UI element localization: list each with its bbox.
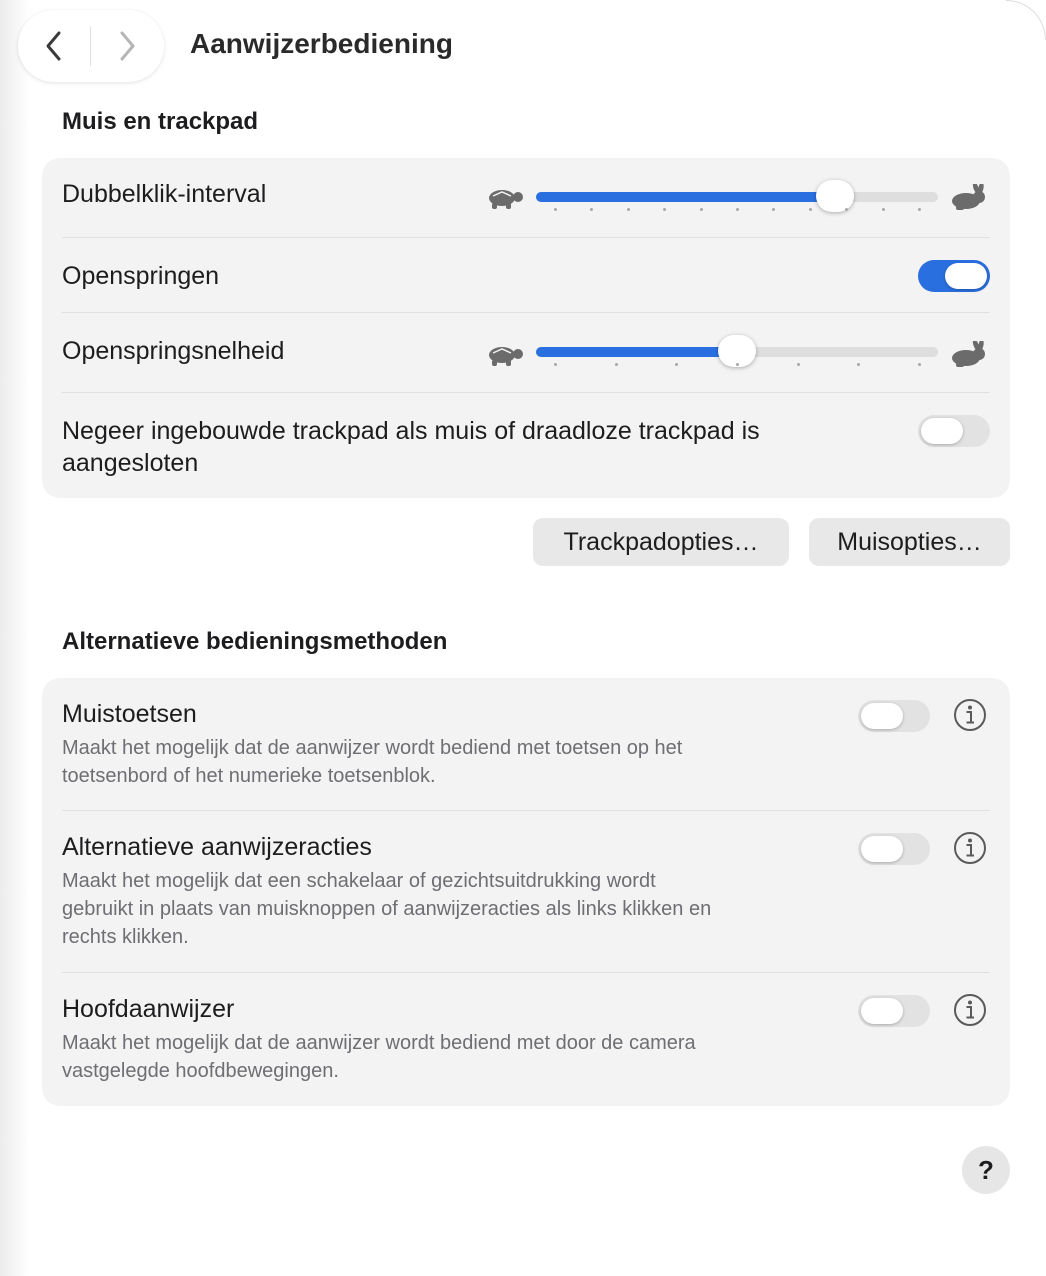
slider-tick [845, 208, 848, 211]
alternative-pointer-actions-row [62, 811, 990, 971]
slider-tick [857, 363, 860, 366]
mouse-options-button[interactable]: Muisopties… [809, 518, 1010, 566]
info-icon[interactable] [952, 992, 988, 1028]
ignore-trackpad-toggle[interactable] [918, 415, 990, 447]
slider-tick [797, 363, 800, 366]
toggle-knob [921, 418, 963, 444]
page-title: Aanwijzerbediening [190, 28, 453, 59]
slider-tick [882, 208, 885, 211]
navigation-controls [18, 10, 164, 82]
slider-tick [615, 363, 618, 366]
description-line: gebruikt in plaats van muisknoppen of aanwijzeracties als links klikken en [62, 898, 712, 920]
description-line: Maakt het mogelijk dat de aanwijzer wordt bediend met door de camera [62, 1032, 696, 1054]
description-line: vastgelegde hoofdbewegingen. [62, 1060, 339, 1082]
description-line: Maakt het mogelijk dat de aanwijzer wordt bediend met toetsen op het [62, 737, 683, 759]
description-line: Maakt het mogelijk dat een schakelaar of gezichtsuitdrukking wordt [62, 870, 656, 892]
chevron-right-icon [117, 30, 137, 62]
slider-tick [736, 363, 739, 366]
window-corner [1006, 0, 1046, 40]
mouse-keys-row [62, 678, 990, 810]
toggle-knob [861, 836, 903, 862]
help-button[interactable]: ? [962, 1146, 1010, 1194]
spring-speed-slider[interactable] [536, 333, 938, 373]
back-button[interactable] [18, 10, 90, 82]
alternative-pointer-actions-toggle[interactable] [858, 833, 930, 865]
ignore-trackpad-label-line: aangesloten [62, 449, 199, 477]
slider-tick [918, 208, 921, 211]
rabbit-icon [946, 184, 990, 212]
turtle-icon [482, 341, 526, 369]
alternative-pointer-actions-title: Alternatieve aanwijzeracties [62, 833, 372, 861]
info-icon[interactable] [952, 830, 988, 866]
mouse-keys-toggle[interactable] [858, 700, 930, 732]
alternative-methods-card [42, 678, 1010, 1106]
ignore-trackpad-label-line: Negeer ingebouwde trackpad als muis of draadloze trackpad is [62, 417, 760, 445]
double-click-slider[interactable] [536, 178, 938, 218]
head-pointer-toggle[interactable] [858, 995, 930, 1027]
sidebar-edge [0, 0, 30, 1276]
head-pointer-description [62, 1029, 696, 1085]
description-line: toetsenbord of het numerieke toetsenblok. [62, 765, 436, 787]
info-icon[interactable] [952, 697, 988, 733]
spring-speed-label: Openspringsnelheid [62, 337, 285, 365]
chevron-left-icon [44, 30, 64, 62]
slider-tick [627, 208, 630, 211]
section-title-mouse-trackpad: Muis en trackpad [62, 108, 259, 135]
slider-tick [554, 363, 557, 366]
slider-thumb[interactable] [816, 180, 854, 212]
turtle-icon [482, 184, 526, 212]
spring-loading-label: Openspringen [62, 262, 220, 290]
ignore-trackpad-row [62, 393, 990, 498]
mouse-keys-title: Muistoetsen [62, 700, 197, 728]
slider-tick [663, 208, 666, 211]
head-pointer-row [62, 973, 990, 1106]
rabbit-icon [946, 341, 990, 369]
head-pointer-title: Hoofdaanwijzer [62, 995, 235, 1023]
trackpad-options-button[interactable]: Trackpadopties… [533, 518, 789, 566]
slider-fill [536, 192, 835, 202]
slider-tick [736, 208, 739, 211]
double-click-row [62, 158, 990, 238]
slider-tick [675, 363, 678, 366]
alternative-pointer-actions-description [62, 867, 711, 951]
ignore-trackpad-label [62, 415, 760, 479]
slider-tick [554, 208, 557, 211]
slider-fill [536, 347, 737, 357]
mouse-trackpad-card [42, 158, 1010, 498]
forward-button[interactable] [91, 10, 163, 82]
slider-tick [590, 208, 593, 211]
spring-loading-toggle[interactable] [918, 260, 990, 292]
description-line: rechts klikken. [62, 926, 189, 948]
slider-tick [809, 208, 812, 211]
slider-tick [918, 363, 921, 366]
spring-speed-row [62, 313, 990, 393]
double-click-label: Dubbelklik-interval [62, 180, 267, 208]
toggle-knob [945, 263, 987, 289]
spring-loading-row [62, 238, 990, 313]
toggle-knob [861, 998, 903, 1024]
section-title-alternative: Alternatieve bedieningsmethoden [62, 628, 448, 655]
toggle-knob [861, 703, 903, 729]
slider-tick [700, 208, 703, 211]
mouse-keys-description [62, 734, 682, 790]
slider-tick [772, 208, 775, 211]
